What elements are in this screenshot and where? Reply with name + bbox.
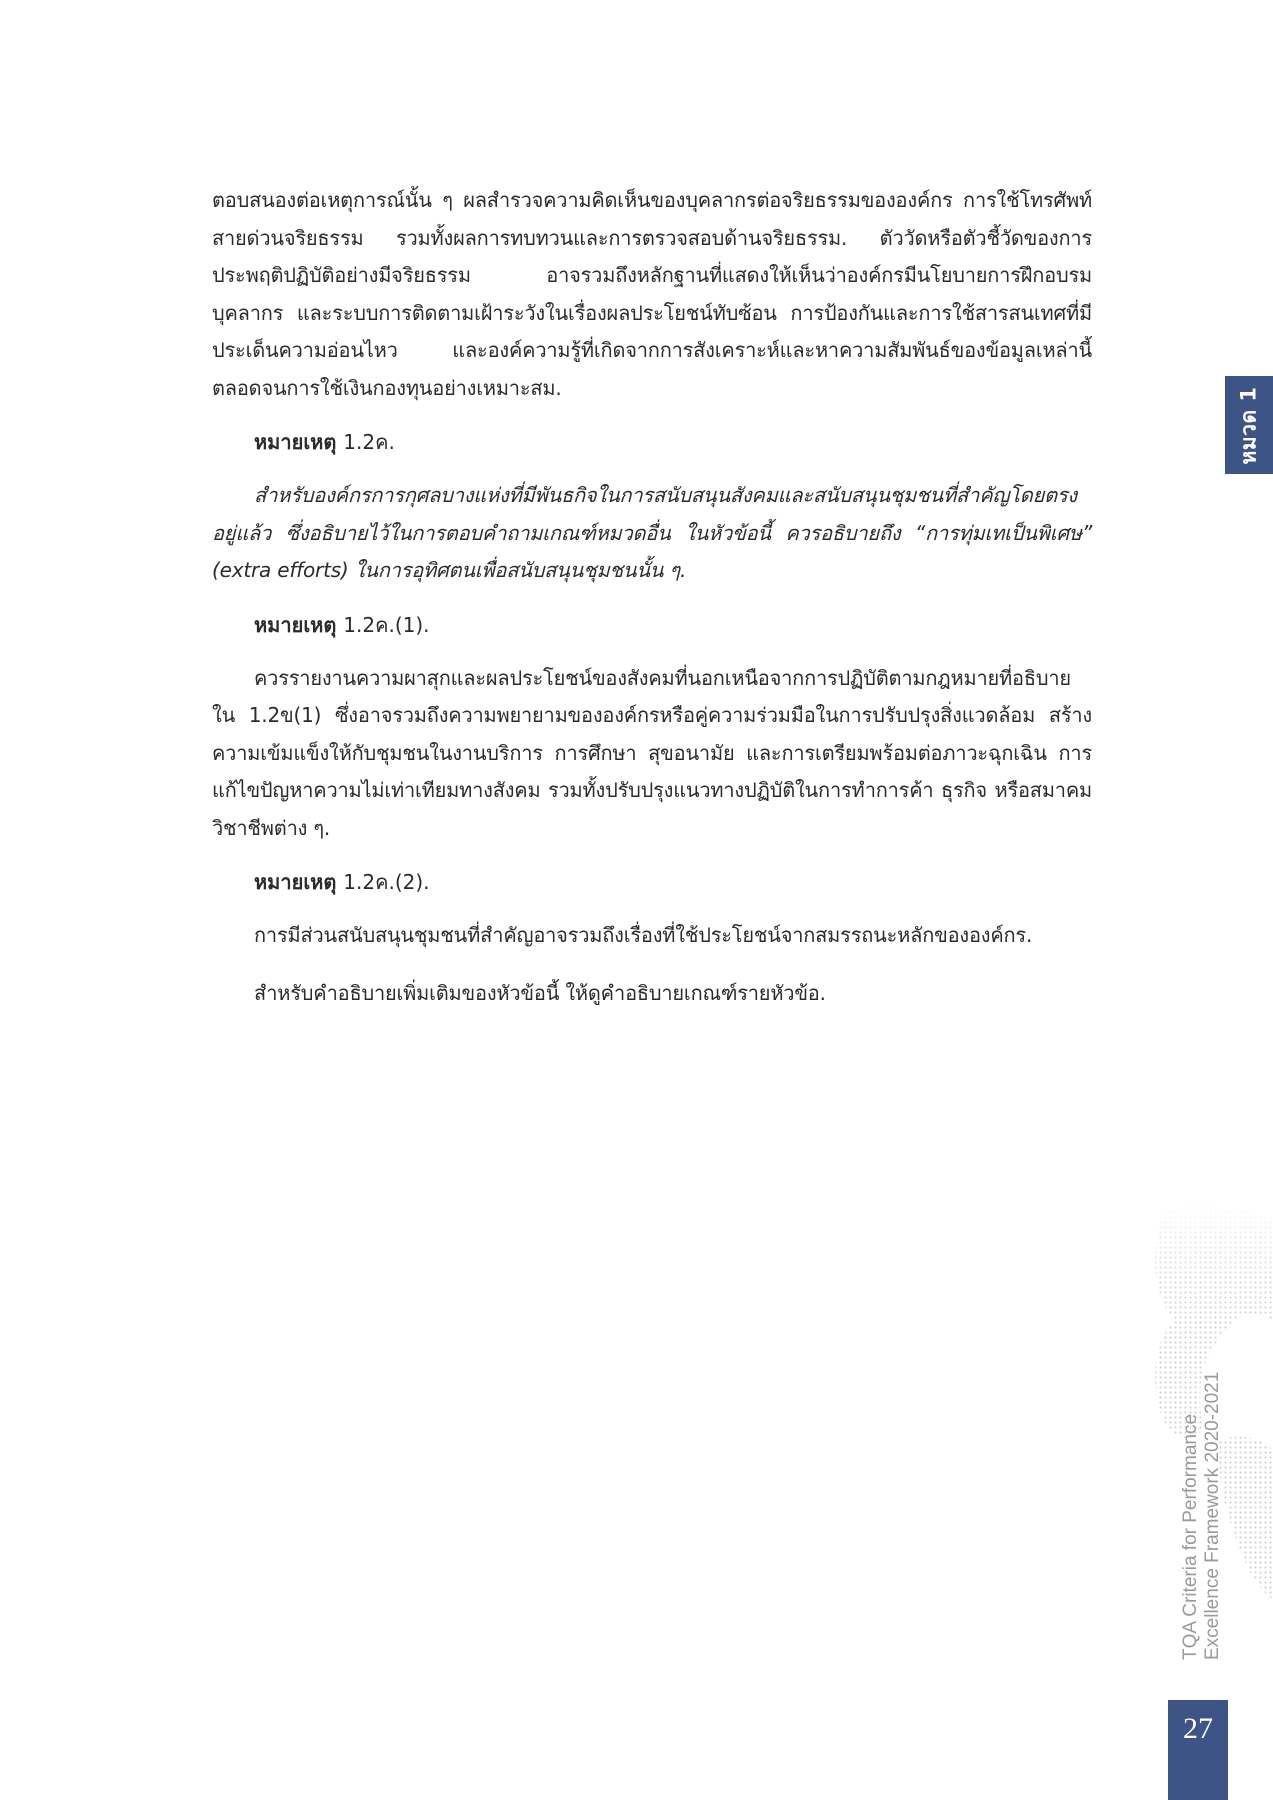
note-text-1-2c-1: ควรรายงานความผาสุกและผลประโยชน์ของสังคมที่นอกเหนือจากการปฏิบัติตามกฎหมายที่อธิบายใน 1.2ข(1) ซึ่งอาจรวมถึงความพยายามขององค์กรหรือคู่ความร่วมมือในการปรับปรุงสิ่งแวดล้อม สร้างความเข้มแข็งให้กับชุมชนในงานบริการ การศึกษา สุขอนามัย และการเตรียมพร้อมต่อภาวะฉุกเฉิน การแก้ไขปัญหาความไม่เท่าเทียมทางสังคม รวมทั้งปรับปรุงแนวทางปฏิบัติในการทำการค้า ธุรกิจ หรือสมาคมวิชาชีพต่าง ๆ. <box>212 665 1092 840</box>
note-heading-label: หมายเหตุ <box>254 612 337 637</box>
chapter-tab-label: หมวด 1 <box>1236 385 1261 465</box>
chapter-tab <box>1225 376 1273 474</box>
note-heading-number: 1.2ค.(2). <box>343 870 430 894</box>
note-heading-label: หมายเหตุ <box>254 870 337 894</box>
page-number-box <box>1168 1700 1228 1800</box>
note-text-see-also: สำหรับคำอธิบายเพิ่มเติมของหัวข้อนี้ ให้ดูคำอธิบายเกณฑ์รายหัวข้อ. <box>254 980 826 1005</box>
footer-title-line1: TQA Criteria for Performance <box>1180 1413 1201 1660</box>
note-heading-number: 1.2ค. <box>343 430 395 454</box>
note-heading-1-2c <box>254 427 1092 457</box>
note-heading-1-2c-2 <box>254 867 1092 897</box>
body-paragraph-intro: ตอบสนองต่อเหตุการณ์นั้น ๆ ผลสำรวจความคิดเห็นของบุคลากรต่อจริยธรรมขององค์กร การใช้โทรศัพท์สายด่วนจริยธรรม รวมทั้งผลการทบทวนและการตรวจสอบด้านจริยธรรม. ตัววัดหรือตัวชี้วัดของการประพฤติปฏิบัติอย่างมีจริยธรรม อาจรวมถึงหลักฐานที่แสดงให้เห็นว่าองค์กรมีนโยบายการฝึกอบรมบุคลากร และระบบการติดตามเฝ้าระวังในเรื่องผลประโยชน์ทับซ้อน การป้องกันและการใช้สารสนเทศที่มีประเด็นความอ่อนไหว และองค์ความรู้ที่เกิดจากการสังเคราะห์และหาความสัมพันธ์ของข้อมูลเหล่านี้ ตลอดจนการใช้เงินกองทุนอย่างเหมาะสม. <box>212 188 1092 400</box>
footer-title <box>1180 1372 1224 1660</box>
footer-title-line2: Excellence Framework 2020-2021 <box>1202 1371 1223 1660</box>
note-heading-1-2c-1 <box>254 610 1092 640</box>
note-heading-number: 1.2ค.(1). <box>343 612 430 637</box>
page-body <box>212 182 1092 1012</box>
note-heading-label: หมายเหตุ <box>254 430 337 454</box>
note-text-1-2c-2: การมีส่วนสนับสนุนชุมชนที่สำคัญอาจรวมถึงเรื่องที่ใช้ประโยชน์จากสมรรถนะหลักขององค์กร. <box>254 923 1033 947</box>
page-number: 27 <box>1183 1712 1213 1745</box>
note-text-1-2c: สำหรับองค์กรการกุศลบางแห่งที่มีพันธกิจในการสนับสนุนสังคมและสนับสนุนชุมชนที่สำคัญโดยตรงอยู่แล้ว ซึ่งอธิบายไว้ในการตอบคำถามเกณฑ์หมวดอื่น ในหัวข้อนี้ ควรอธิบายถึง “การทุ่มเทเป็นพิเศษ” (extra efforts) ในการอุทิศตนเพื่อสนับสนุนชุมชนนั้น ๆ. <box>212 483 1092 582</box>
